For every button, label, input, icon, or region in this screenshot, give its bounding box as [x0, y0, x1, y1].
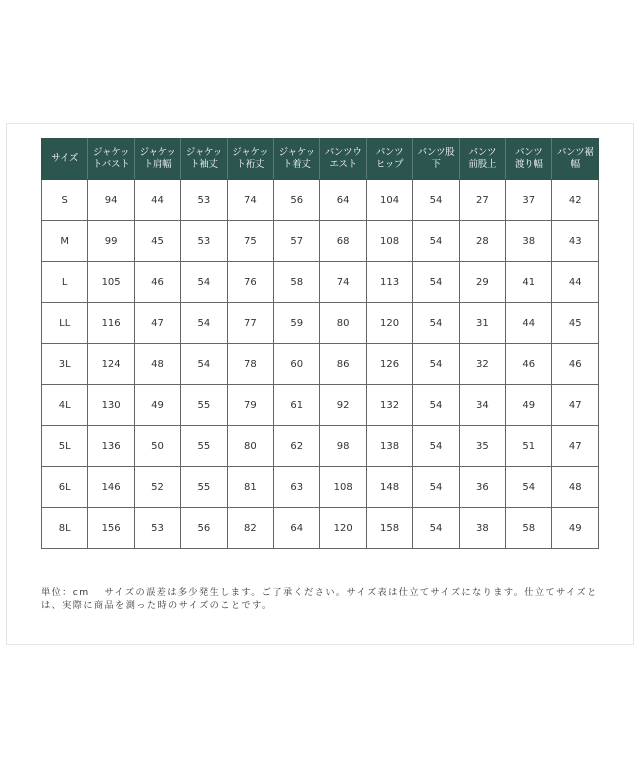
table-cell: 94	[88, 180, 134, 221]
table-cell: 74	[320, 262, 366, 303]
table-cell: 54	[506, 467, 552, 508]
table-cell: 42	[552, 180, 599, 221]
table-cell: 34	[459, 385, 505, 426]
table-row	[42, 385, 599, 426]
table-cell: 57	[274, 221, 320, 262]
column-header: ジャケッ ト肩幅	[134, 139, 180, 180]
table-cell: 146	[88, 467, 134, 508]
table-cell: 38	[506, 221, 552, 262]
table-cell: 81	[227, 467, 273, 508]
table-cell: 124	[88, 344, 134, 385]
table-cell: 64	[274, 508, 320, 549]
table-row	[42, 508, 599, 549]
table-row	[42, 426, 599, 467]
table-cell: 55	[181, 467, 227, 508]
table-cell: 44	[506, 303, 552, 344]
table-cell: 120	[366, 303, 412, 344]
table-cell: 54	[413, 344, 459, 385]
table-cell: 98	[320, 426, 366, 467]
table-cell: 56	[181, 508, 227, 549]
table-cell: 28	[459, 221, 505, 262]
table-row	[42, 344, 599, 385]
table-cell: 46	[506, 344, 552, 385]
table-cell: 41	[506, 262, 552, 303]
column-header: ジャケッ ト袖丈	[181, 139, 227, 180]
table-cell: 54	[181, 344, 227, 385]
table-cell: 46	[552, 344, 599, 385]
size-label-cell: S	[42, 180, 88, 221]
table-cell: 54	[413, 303, 459, 344]
table-cell: 138	[366, 426, 412, 467]
column-header: ジャケッ トバスト	[88, 139, 134, 180]
table-cell: 44	[552, 262, 599, 303]
table-cell: 35	[459, 426, 505, 467]
table-row	[42, 180, 599, 221]
table-cell: 64	[320, 180, 366, 221]
table-cell: 56	[274, 180, 320, 221]
table-cell: 54	[413, 467, 459, 508]
table-cell: 58	[506, 508, 552, 549]
table-cell: 54	[181, 303, 227, 344]
table-cell: 52	[134, 467, 180, 508]
table-cell: 47	[134, 303, 180, 344]
table-cell: 79	[227, 385, 273, 426]
size-label-cell: 3L	[42, 344, 88, 385]
column-header: パンツウ エスト	[320, 139, 366, 180]
table-cell: 132	[366, 385, 412, 426]
table-cell: 113	[366, 262, 412, 303]
column-header: ジャケッ ト裄丈	[227, 139, 273, 180]
table-cell: 126	[366, 344, 412, 385]
table-cell: 38	[459, 508, 505, 549]
size-label-cell: 6L	[42, 467, 88, 508]
table-cell: 75	[227, 221, 273, 262]
size-label-cell: M	[42, 221, 88, 262]
table-cell: 54	[413, 385, 459, 426]
table-cell: 54	[413, 221, 459, 262]
table-cell: 108	[320, 467, 366, 508]
size-label-cell: L	[42, 262, 88, 303]
table-cell: 47	[552, 385, 599, 426]
table-cell: 43	[552, 221, 599, 262]
table-cell: 82	[227, 508, 273, 549]
table-cell: 158	[366, 508, 412, 549]
column-header: サイズ	[42, 139, 88, 180]
size-chart-table	[41, 138, 599, 549]
size-label-cell: 8L	[42, 508, 88, 549]
table-cell: 31	[459, 303, 505, 344]
table-cell: 105	[88, 262, 134, 303]
table-cell: 63	[274, 467, 320, 508]
table-row	[42, 303, 599, 344]
table-cell: 156	[88, 508, 134, 549]
table-cell: 51	[506, 426, 552, 467]
table-cell: 54	[413, 426, 459, 467]
table-cell: 62	[274, 426, 320, 467]
table-cell: 45	[552, 303, 599, 344]
table-cell: 74	[227, 180, 273, 221]
table-cell: 50	[134, 426, 180, 467]
table-cell: 29	[459, 262, 505, 303]
table-cell: 53	[181, 221, 227, 262]
table-cell: 86	[320, 344, 366, 385]
table-cell: 54	[181, 262, 227, 303]
table-cell: 44	[134, 180, 180, 221]
table-cell: 116	[88, 303, 134, 344]
column-header: パンツ ヒップ	[366, 139, 412, 180]
table-cell: 59	[274, 303, 320, 344]
table-cell: 55	[181, 426, 227, 467]
table-cell: 37	[506, 180, 552, 221]
table-cell: 77	[227, 303, 273, 344]
table-cell: 68	[320, 221, 366, 262]
table-cell: 53	[181, 180, 227, 221]
table-cell: 54	[413, 262, 459, 303]
table-cell: 130	[88, 385, 134, 426]
table-cell: 58	[274, 262, 320, 303]
table-cell: 76	[227, 262, 273, 303]
table-cell: 78	[227, 344, 273, 385]
header-row	[42, 139, 599, 180]
table-cell: 46	[134, 262, 180, 303]
table-body	[42, 180, 599, 549]
table-cell: 45	[134, 221, 180, 262]
table-cell: 61	[274, 385, 320, 426]
table-cell: 49	[552, 508, 599, 549]
table-cell: 104	[366, 180, 412, 221]
table-cell: 49	[134, 385, 180, 426]
table-row	[42, 262, 599, 303]
table-cell: 136	[88, 426, 134, 467]
table-row	[42, 221, 599, 262]
table-cell: 54	[413, 180, 459, 221]
table-cell: 47	[552, 426, 599, 467]
table-row	[42, 467, 599, 508]
column-header: パンツ股下	[413, 139, 459, 180]
table-header	[42, 139, 599, 180]
table-cell: 36	[459, 467, 505, 508]
size-label-cell: 4L	[42, 385, 88, 426]
table-cell: 32	[459, 344, 505, 385]
column-header: ジャケッ ト着丈	[274, 139, 320, 180]
table-cell: 108	[366, 221, 412, 262]
table-cell: 120	[320, 508, 366, 549]
table-cell: 49	[506, 385, 552, 426]
table-cell: 80	[320, 303, 366, 344]
size-note: 単位：cm サイズの誤差は多少発生します。ご了承ください。サイズ表は仕立てサイズになります。仕立てサイズとは、実際に商品を測った時のサイズのことです。	[41, 587, 598, 611]
size-label-cell: 5L	[42, 426, 88, 467]
column-header: パンツ 前股上	[459, 139, 505, 180]
table-cell: 53	[134, 508, 180, 549]
table-cell: 54	[413, 508, 459, 549]
table-cell: 27	[459, 180, 505, 221]
table-cell: 92	[320, 385, 366, 426]
size-label-cell: LL	[42, 303, 88, 344]
column-header: パンツ裾幅	[552, 139, 599, 180]
column-header: パンツ 渡り幅	[506, 139, 552, 180]
table-cell: 99	[88, 221, 134, 262]
table-cell: 55	[181, 385, 227, 426]
table-cell: 148	[366, 467, 412, 508]
table-cell: 48	[552, 467, 599, 508]
table-cell: 60	[274, 344, 320, 385]
table-cell: 48	[134, 344, 180, 385]
table-cell: 80	[227, 426, 273, 467]
